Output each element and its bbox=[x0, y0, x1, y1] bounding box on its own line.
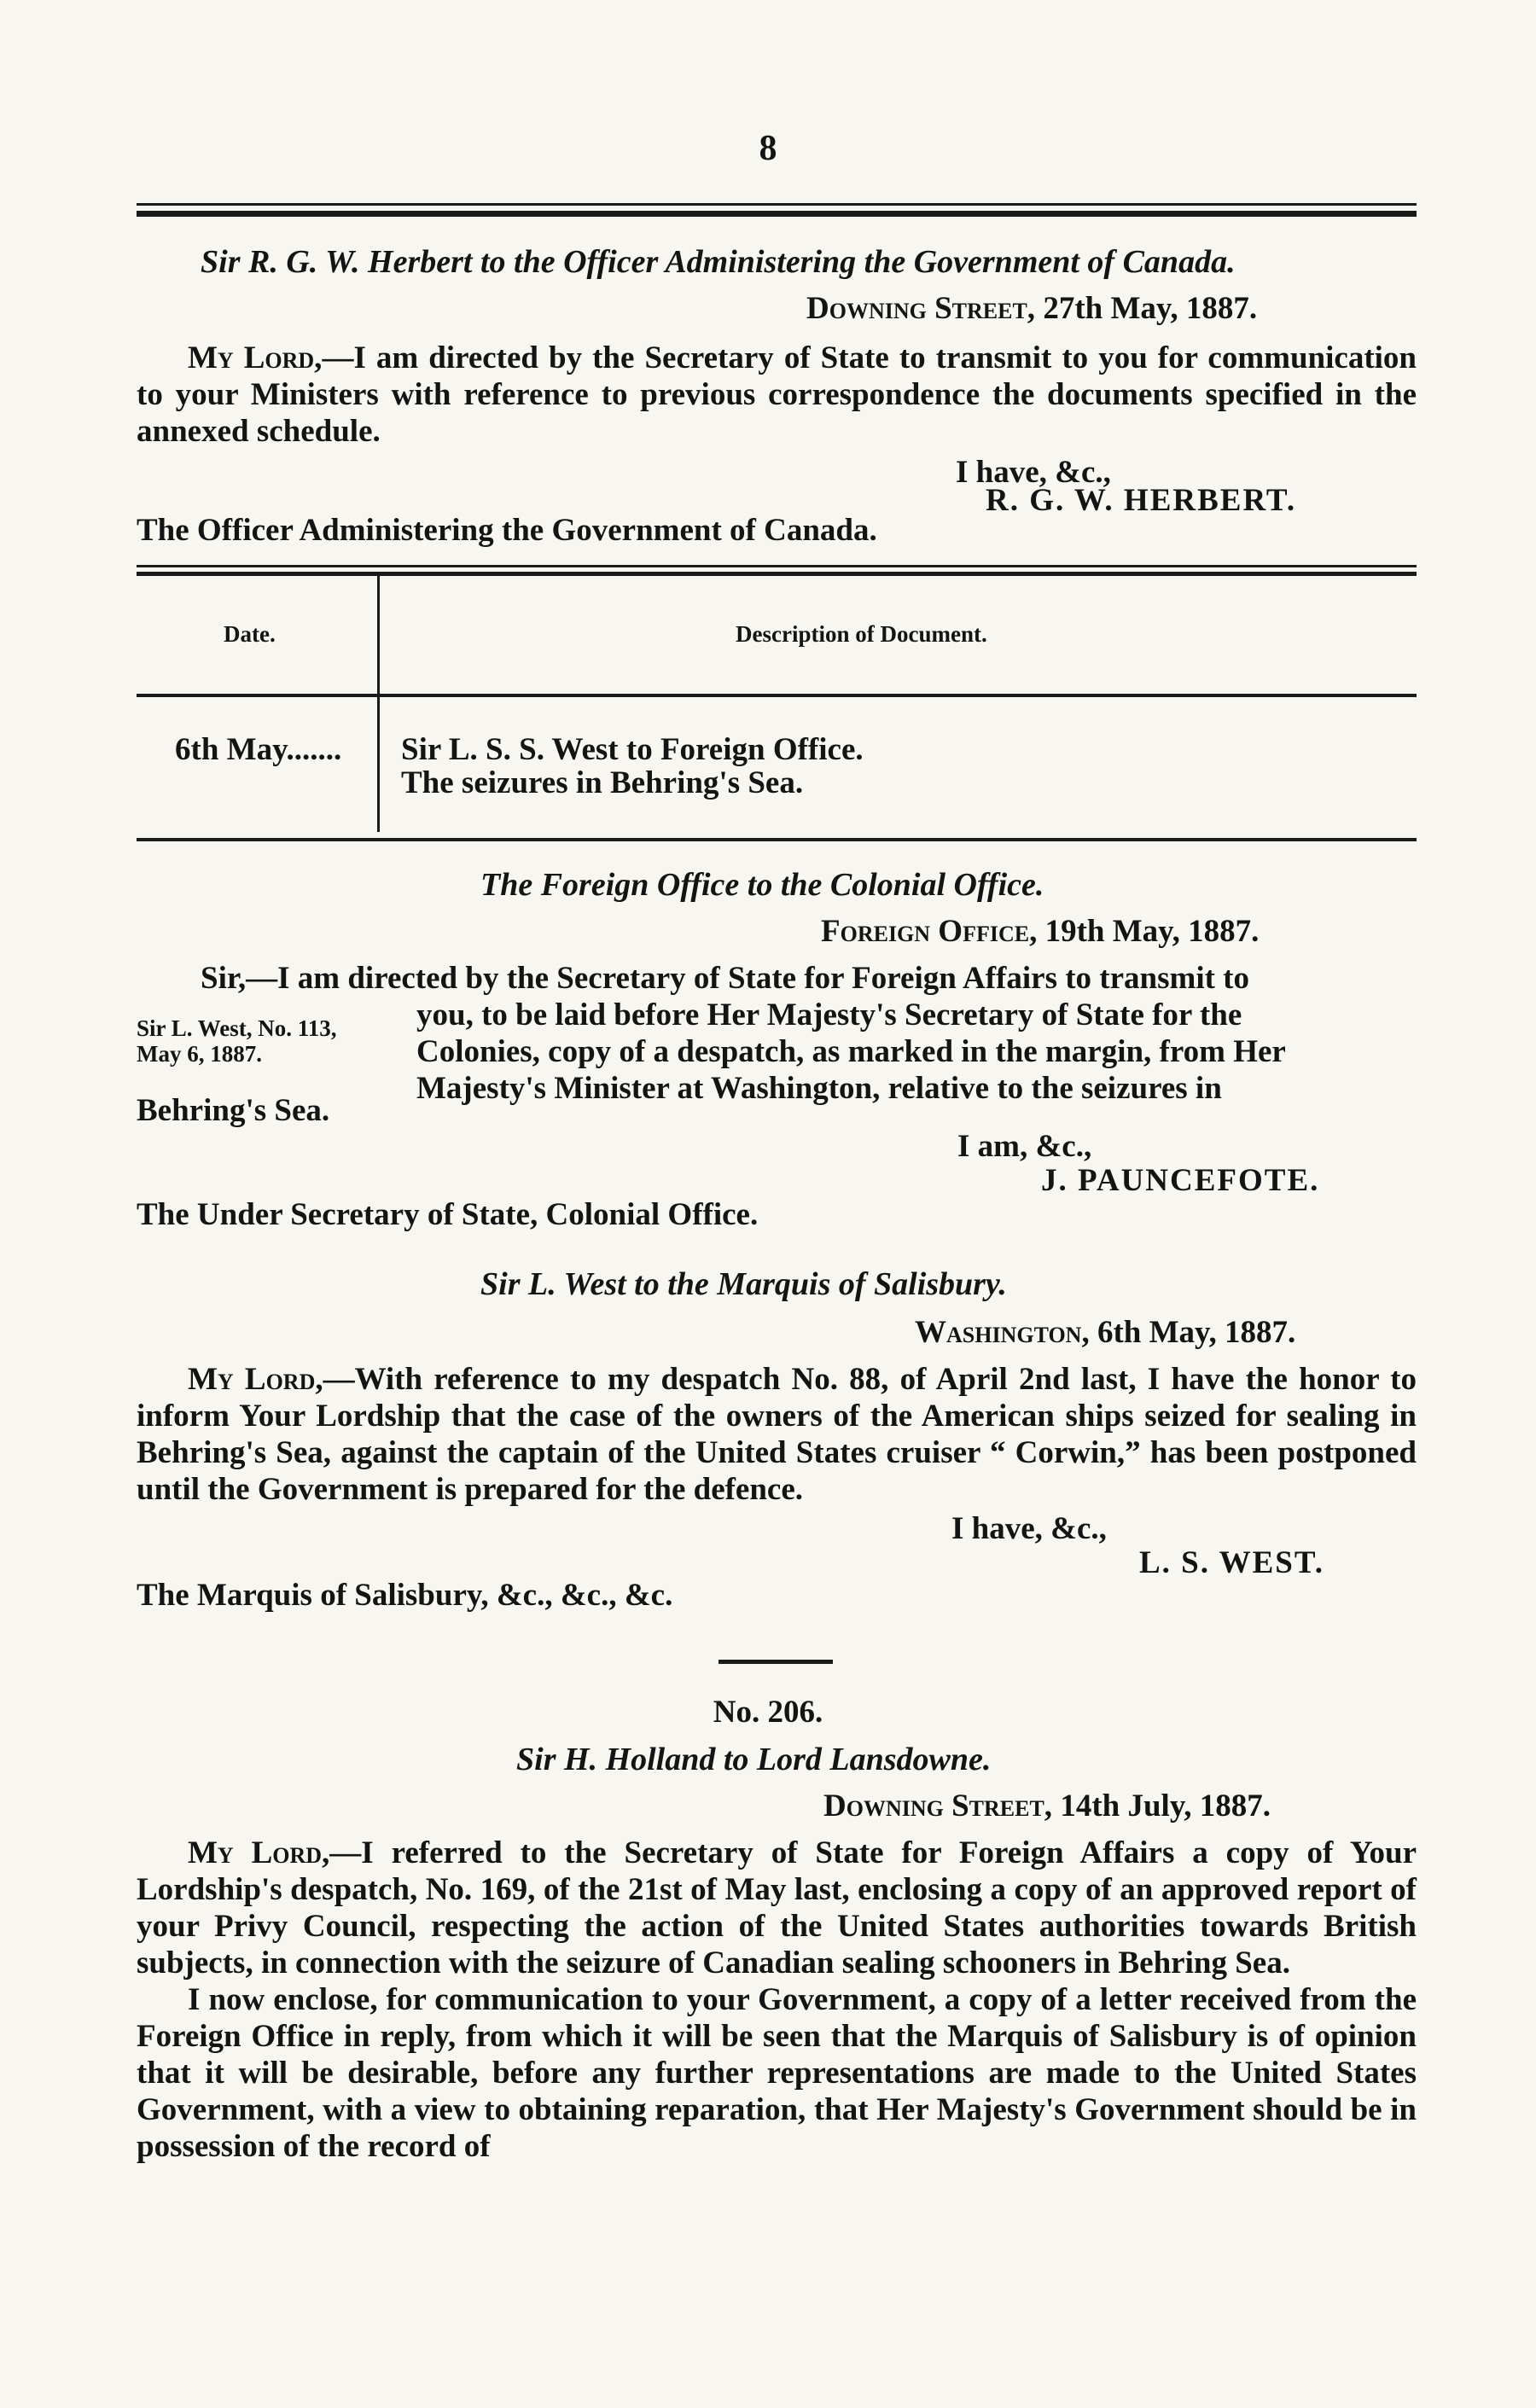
table-top-rule-1 bbox=[137, 565, 1417, 567]
letter2-addressee: The Under Secretary of State, Colonial Office. bbox=[137, 1197, 759, 1232]
letter1-closing: I have, &c., bbox=[956, 455, 1111, 490]
letter2-signature: J. PAUNCEFOTE. bbox=[1041, 1163, 1320, 1198]
letter3-heading: Sir L. West to the Marquis of Salisbury. bbox=[480, 1266, 1007, 1302]
top-rule-thin bbox=[137, 203, 1417, 206]
letter3-place: Washington, bbox=[915, 1315, 1090, 1350]
letter1-body bbox=[137, 340, 1417, 450]
letter2-place: Foreign Office, bbox=[821, 914, 1038, 949]
letter2-line2: you, to be laid before Her Majesty's Secretary of State for the bbox=[416, 998, 1242, 1032]
section-separator bbox=[719, 1660, 833, 1664]
letter1-body-text: —I am directed by the Secretary of State to transmit to you for communication to your Ministers with reference to previous correspondence the documents specified in the annexed schedule. bbox=[137, 340, 1417, 449]
letter2-margin-note-1: Sir L. West, No. 113, bbox=[137, 1015, 337, 1041]
letter1-salutation: My Lord, bbox=[188, 340, 323, 375]
table-header-description: Description of Document. bbox=[736, 621, 987, 647]
letter4-body bbox=[137, 1835, 1417, 2165]
letter3-body-text: —With reference to my despatch No. 88, of April 2nd last, I have the honor to inform Your Lordship that the case of the owners of the American ships seized for sealing in Behring's Sea, against the captain of the United States cruiser “ Corwin,” has been postponed until the Government is prepared for the defence. bbox=[137, 1362, 1417, 1507]
table-row-date: 6th May....... bbox=[175, 732, 342, 767]
letter4-salutation: My Lord, bbox=[188, 1835, 330, 1870]
letter2-line3: Colonies, copy of a despatch, as marked in the margin, from Her bbox=[416, 1034, 1286, 1069]
letter4-number: No. 206. bbox=[713, 1695, 823, 1730]
table-row-desc-line2: The seizures in Behring's Sea. bbox=[401, 765, 804, 800]
letter1-dateline bbox=[806, 290, 1257, 327]
letter4-para1: —I referred to the Secretary of State for Foreign Affairs a copy of Your Lordship's despatch, No. 169, of the 21st of May last, enclosing a copy of an approved report of your Privy Council, respecting the action of the United States authorities towards British subjects, in connection with the seizure of Canadian sealing schooners in Behring Sea. bbox=[137, 1835, 1417, 1980]
letter2-heading: The Foreign Office to the Colonial Office. bbox=[480, 867, 1044, 903]
letter3-addressee: The Marquis of Salisbury, &c., &c., &c. bbox=[137, 1578, 673, 1613]
letter4-heading: Sir H. Holland to Lord Lansdowne. bbox=[516, 1742, 992, 1777]
table-row-desc-line1: Sir L. S. S. West to Foreign Office. bbox=[401, 732, 864, 767]
table-col-divider bbox=[377, 576, 380, 832]
top-rule-thick bbox=[137, 211, 1417, 217]
letter2-dateline bbox=[821, 913, 1259, 950]
letter3-body bbox=[137, 1361, 1417, 1508]
letter3-signature: L. S. WEST. bbox=[1139, 1545, 1325, 1580]
letter1-place: Downing Street, bbox=[806, 291, 1036, 326]
letter1-addressee: The Officer Administering the Government of Canada. bbox=[137, 513, 877, 548]
letter2-line5: Behring's Sea. bbox=[137, 1093, 330, 1128]
letter4-place: Downing Street, bbox=[823, 1789, 1053, 1823]
letter2-margin-note-2: May 6, 1887. bbox=[137, 1041, 262, 1067]
page-number: 8 bbox=[759, 129, 777, 168]
letter2-closing: I am, &c., bbox=[957, 1129, 1092, 1164]
letter4-para2: I now enclose, for communication to your Government, a copy of a letter received from the Foreign Office in reply, from which it will be seen that the Marquis of Salisbury is of opinion that it will be desirable, before any further representations are made to the United States Government, with a view to obtaining reparation, that Her Majesty's Government should be in possession of the record of bbox=[137, 1982, 1417, 2164]
letter2-line1: Sir,—I am directed by the Secretary of State for Foreign Affairs to transmit to bbox=[201, 961, 1250, 996]
letter3-salutation: My Lord, bbox=[188, 1362, 323, 1397]
table-header-date: Date. bbox=[224, 621, 276, 647]
letter1-signature: R. G. W. HERBERT. bbox=[986, 483, 1297, 518]
table-bottom-rule bbox=[137, 838, 1417, 841]
table-header-rule bbox=[137, 694, 1417, 697]
letter2-line4: Majesty's Minister at Washington, relative to the seizures in bbox=[416, 1071, 1222, 1106]
letter4-date: 14th July, 1887. bbox=[1052, 1789, 1271, 1823]
table-top-rule-2 bbox=[137, 572, 1417, 576]
letter3-closing: I have, &c., bbox=[951, 1511, 1107, 1546]
letter4-dateline bbox=[823, 1788, 1271, 1824]
letter2-date: 19th May, 1887. bbox=[1037, 914, 1260, 949]
letter1-date: 27th May, 1887. bbox=[1035, 291, 1258, 326]
letter3-date: 6th May, 1887. bbox=[1089, 1315, 1296, 1350]
letter3-dateline bbox=[915, 1314, 1295, 1351]
letter1-heading: Sir R. G. W. Herbert to the Officer Administering the Government of Canada. bbox=[201, 244, 1236, 280]
